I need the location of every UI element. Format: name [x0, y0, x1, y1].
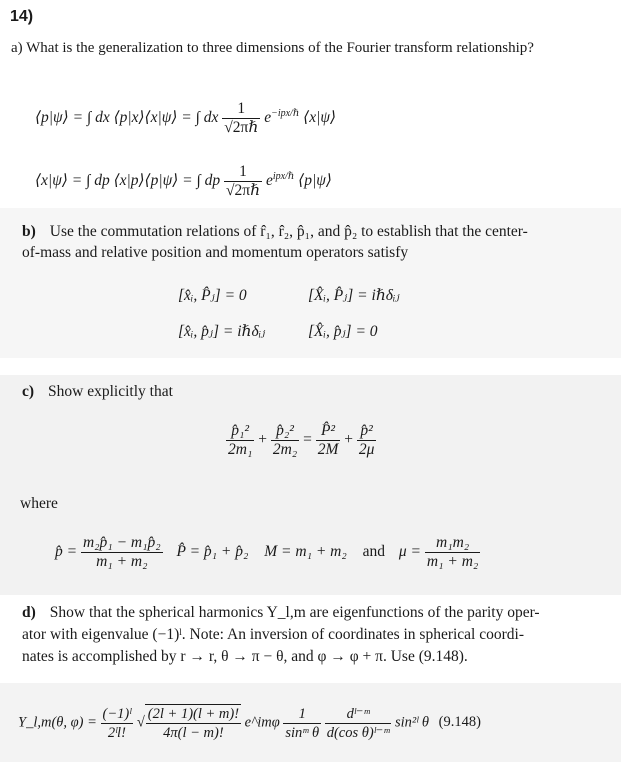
- part-d-text: d) Show that the spherical harmonics Y_l,m are eigenfunctions of the parity oper- ator with eigenvalue (−1)ˡ. Note: An inversion of coordinates in spherical coordi- nates is accomplished by r → r, θ → π − θ, and φ → φ + π. Use (9.148).: [22, 604, 540, 665]
- definitions-eq: [55, 534, 480, 571]
- def-p-lhs: p̂ =: [55, 543, 78, 561]
- part-b-text: b) Use the commutation relations of r̂₁, r̂₂, p̂₁, and p̂₂ to establish that the center- of-mass and relative position and momentum operators satisfy: [22, 223, 528, 261]
- ylm-frac-4: $\frac{\text{dˡ⁻ᵐ}}{\text{d(cos θ)ˡ⁻ᵐ}}$: [326, 705, 390, 741]
- fourier-eq-1-frac: $\frac{1}{\text{√2πℏ}}$: [224, 100, 259, 136]
- equation-number: (9.148): [438, 714, 481, 731]
- ylm-tail: sin²ˡ θ: [395, 714, 430, 731]
- commutator-1: [x̂ᵢ, P̂ⱼ] = 0: [178, 287, 247, 304]
- fourier-eq-1-lhs: ⟨p|ψ⟩ = ∫ dx ⟨p|x⟩⟨x|ψ⟩ = ∫ dx: [35, 109, 219, 127]
- part-d-label: d): [22, 604, 36, 621]
- where-label: where: [20, 495, 58, 512]
- fourier-eq-1-tail: ⟨x|ψ⟩: [303, 109, 337, 127]
- commutator-3: [x̂ᵢ, p̂ⱼ] = iℏδᵢⱼ: [178, 323, 266, 340]
- kinetic-energy-eq: $\frac{\text{p̂₁²}}{\text{2m₁}}$ + $\frac{\text{p̂₂²}}{\text{2m₂}}$ = $\frac{\text{P̂²}}{2M}$ + $\frac{\text{p̂²}}{2\mu}$: [228, 422, 375, 458]
- fourier-eq-2-lhs: ⟨x|ψ⟩ = ∫ dp ⟨x|p⟩⟨p|ψ⟩ = ∫ dp: [35, 172, 221, 190]
- def-M: M = m₁ + m₂: [264, 543, 347, 561]
- def-P: P̂ = p̂₁ + p̂₂: [176, 543, 249, 561]
- fourier-eq-2-tail: ⟨p|ψ⟩: [298, 172, 332, 190]
- fourier-eq-1-exp: $e^{-ipx/\hbar}$: [264, 107, 300, 127]
- part-c-label: c): [22, 383, 35, 400]
- def-mu-lhs: μ =: [398, 543, 422, 561]
- fourier-eq-2-frac: $\frac{1}{\text{√2πℏ}}$: [226, 163, 261, 199]
- part-b-label: b): [22, 223, 36, 240]
- kinetic-term-1: $\frac{\text{p̂₁²}}{\text{2m₁}}$: [228, 422, 253, 458]
- spherical-harmonic-eq: Y_l,m(θ, φ) = $\frac{\text{(−1)ˡ}}{\text{2ˡl!}}$ √ $\frac{(2l + 1)(l + m)!}{4\pi(l - m)!}$ e^imφ $\frac{1}{\text{sinᵐ θ}}$ $\frac{\text{dˡ⁻ᵐ}}{\text{d(cos θ)ˡ⁻ᵐ}}$ sin²ˡ θ (9.148): [18, 705, 481, 741]
- kinetic-term-2: $\frac{\text{p̂₂²}}{\text{2m₂}}$: [272, 422, 298, 458]
- problem-number: 14): [10, 8, 34, 25]
- def-p-frac: $\frac{\text{m₂p̂₁ − m₁p̂₂}}{\text{m₁ + m₂}}$: [82, 534, 161, 570]
- fourier-eq-1: [35, 100, 336, 137]
- ylm-eimphi: e^imφ: [244, 714, 280, 731]
- part-a-question: a) What is the generalization to three dimensions of the Fourier transform relationship?: [11, 40, 534, 56]
- and-word: and: [362, 543, 386, 561]
- ylm-frac-1: $\frac{\text{(−1)ˡ}}{\text{2ˡl!}}$: [102, 705, 132, 741]
- kinetic-term-4: $\frac{\text{p̂²}}{2\mu}$: [358, 422, 375, 458]
- part-c-text: c) Show explicitly that: [22, 383, 173, 400]
- fourier-eq-2-exp: $e^{ipx/\hbar}$: [265, 170, 295, 190]
- kinetic-term-3: $\frac{\text{P̂²}}{2M}$: [317, 422, 339, 458]
- def-mu-frac: $\frac{\text{m₁m₂}}{\text{m₁ + m₂}}$: [426, 534, 479, 570]
- ylm-lhs: Y_l,m(θ, φ) =: [18, 714, 97, 731]
- ylm-sqrt-frac: $\frac{(2l + 1)(l + m)!}{4\pi(l - m)!}$: [145, 704, 241, 742]
- commutator-4: [X̂ᵢ, p̂ⱼ] = 0: [308, 323, 378, 340]
- ylm-frac-3: $\frac{1}{\text{sinᵐ θ}}$: [285, 705, 320, 741]
- commutator-2: [X̂ᵢ, P̂ⱼ] = iℏδᵢⱼ: [308, 287, 400, 304]
- fourier-eq-2: [35, 163, 332, 200]
